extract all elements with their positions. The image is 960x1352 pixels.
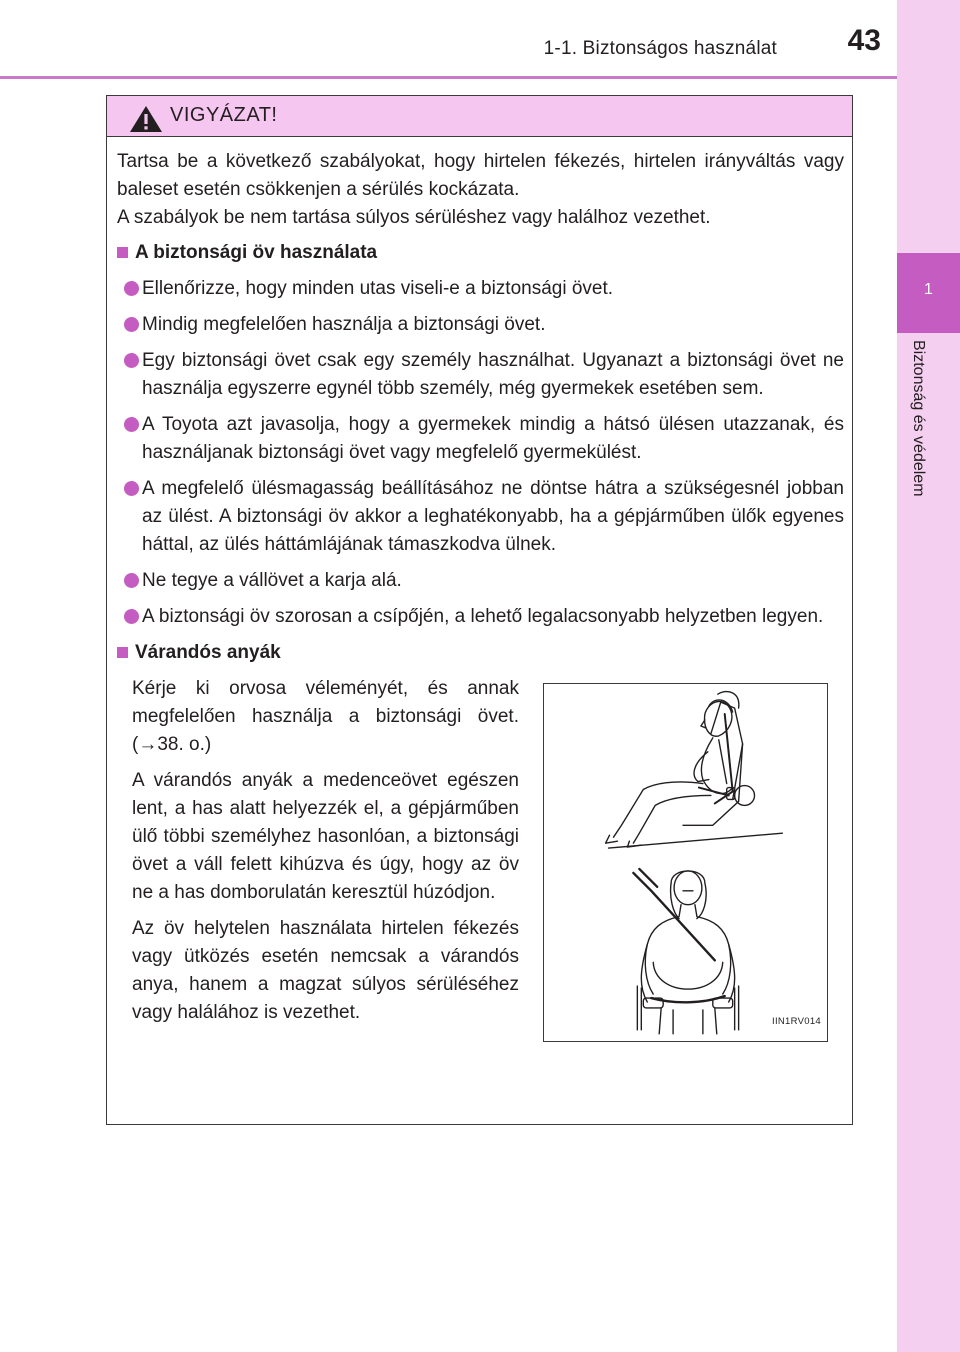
section-heading-pregnant [117,639,844,667]
list-item [117,311,844,339]
warning-title: VIGYÁZAT! [170,104,278,126]
paragraph: Az öv helytelen használata hirtelen fékezés vagy ütközés esetén nemcsak a várandós anya, hanem a magzat súlyos sérüléséhez vagy halálához is vezethet. [132,918,519,1023]
warning-triangle-icon [129,105,163,133]
list-item-text: A biztonsági öv szorosan a csípőjén, a lehető legalacsonyabb helyzetben legyen. [142,606,824,627]
chapter-number: 1 [924,281,933,298]
round-bullet-icon [124,317,139,332]
round-bullet-icon [124,281,139,296]
pregnant-woman-seatbelt-drawing [544,684,827,1041]
chapter-title-vertical [910,340,941,560]
header-divider [0,76,897,79]
list-item [117,411,844,467]
warning-intro: Tartsa be a következő szabályokat, hogy hirtelen fékezés, hirtelen irányváltás vagy baleset esetén csökkenjen a sérülés kockázata. A szabályok be nem tartása súlyos sérüléshez vagy halálhoz vezethet. [117,151,844,228]
list-item [117,603,844,631]
round-bullet-icon [124,417,139,432]
paragraph: Kérje ki orvosa véleményét, és annak megfelelően használja a biztonsági övet. (→38. o.) [132,678,519,755]
list-item-text: A Toyota azt javasolja, hogy a gyermekek mindig a hátsó ülésen utazzanak, és használjanak biztonsági övet vagy megfelelő gyermekülést. [142,414,844,463]
list-item-text: Mindig megfelelően használja a biztonsági övet. [142,314,546,335]
page-number: 43 [847,24,881,57]
figure-code: IIN1RV014 [772,1016,821,1027]
list-item-text: Ne tegye a vállövet a karja alá. [142,570,402,591]
square-bullet-icon [117,647,128,658]
round-bullet-icon [124,353,139,368]
list-item [117,475,844,559]
warning-box [106,95,853,1125]
paragraph: A várandós anyák a medenceövet egészen lent, a has alatt helyezzék el, a gépjárműben ülő többi személyhez hasonlóan, a biztonsági övet a váll felett kihúzva és úgy, hogy az öv ne a has domborulatán keresztül húzódjon. [132,770,519,903]
chapter-side-tab [897,0,960,1352]
section-title: 1-1. Biztonságos használat [543,38,777,59]
list-item [117,347,844,403]
list-item-text: A megfelelő ülésmagasság beállításához ne döntse hátra a szükségesnél jobban az ülést. A biztonsági öv akkor a leghatékonyabb, ha a gépjárműben ülők egyenes háttal, az ülés háttámlájának támaszkodva ülnek. [142,478,844,555]
section-heading-text: A biztonsági öv használata [135,242,378,263]
page-header [0,0,897,78]
square-bullet-icon [117,247,128,258]
round-bullet-icon [124,609,139,624]
seatbelt-illustration [543,683,828,1042]
side-view-figure [606,692,783,849]
pregnant-section [117,675,844,1045]
warning-body [117,148,844,1045]
chapter-title: Biztonság és védelem [910,340,927,497]
section-heading-seatbelt [117,239,844,267]
front-view-figure [633,869,738,1034]
warning-header [107,96,852,137]
round-bullet-icon [124,573,139,588]
list-item [117,567,844,595]
list-item [117,275,844,303]
round-bullet-icon [124,481,139,496]
list-item-text: Ellenőrizze, hogy minden utas viseli-e a biztonsági övet. [142,278,614,299]
section-heading-text: Várandós anyák [135,642,281,663]
list-item-text: Egy biztonsági övet csak egy személy használhat. Ugyanazt a biztonsági övet ne használja egyszerre egynél több személy, még gyermekek esetében sem. [142,350,844,399]
pregnant-text [132,675,519,1035]
